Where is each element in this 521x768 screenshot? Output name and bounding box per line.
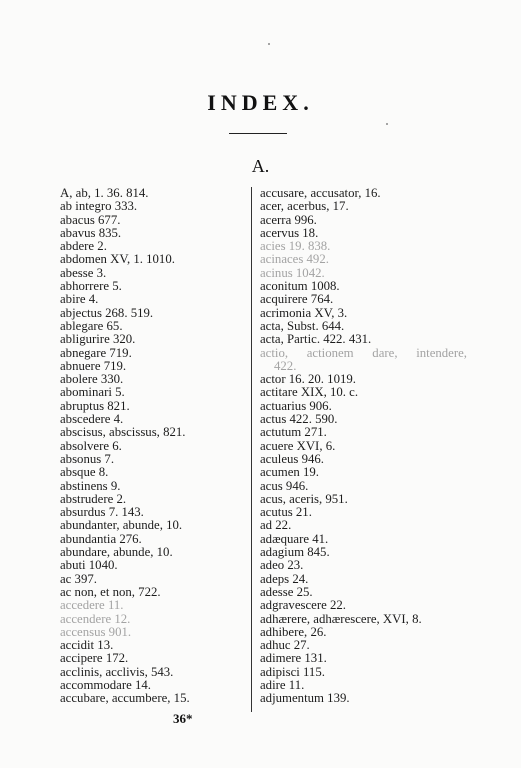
- index-entry: adesse 25.: [260, 584, 313, 599]
- index-entry: abligurire 320.: [60, 332, 136, 347]
- index-entry: abruptus 821.: [60, 398, 130, 413]
- index-entry: adhærere, adhærescere, XVI, 8.: [260, 611, 422, 626]
- index-entry: acer, acerbus, 17.: [260, 199, 349, 214]
- index-entry: abundanter, abunde, 10.: [60, 518, 183, 533]
- index-entry: abhorrere 5.: [60, 279, 122, 294]
- index-entry: abundantia 276.: [60, 531, 142, 546]
- index-entry: acumen 19.: [260, 465, 319, 480]
- index-entry: abesse 3.: [60, 265, 107, 280]
- index-entry: abire 4.: [60, 292, 99, 307]
- index-entry: abundare, abunde, 10.: [60, 545, 173, 560]
- index-entry: acinus 1042.: [260, 265, 325, 280]
- speck: [386, 123, 388, 125]
- index-entry: adjumentum 139.: [260, 691, 350, 706]
- index-entry: aconitum 1008.: [260, 279, 340, 294]
- index-entry: abominari 5.: [60, 385, 125, 400]
- index-entry: accubare, accumbere, 15.: [60, 691, 190, 706]
- index-entry: acquirere 764.: [260, 292, 334, 307]
- index-entry: absque 8.: [60, 465, 109, 480]
- index-entry: actuarius 906.: [260, 398, 332, 413]
- index-entry: acinaces 492.: [260, 252, 329, 267]
- section-letter: A.: [251, 156, 270, 176]
- index-entry: actus 422. 590.: [260, 412, 338, 427]
- index-entry: actor 16. 20. 1019.: [260, 372, 356, 387]
- index-entry: abdomen XV, 1. 1010.: [60, 252, 175, 267]
- index-entry: absolvere 6.: [60, 438, 122, 453]
- index-entry: abavus 835.: [60, 225, 122, 240]
- index-entry: aculeus 946.: [260, 451, 324, 466]
- index-entry: A, ab, 1. 36. 814.: [60, 186, 149, 200]
- index-entry: accensus 901.: [60, 624, 132, 639]
- index-entry: ac non, et non, 722.: [60, 584, 161, 599]
- index-entry: adhibere, 26.: [260, 624, 327, 639]
- index-entry: ad 22.: [260, 518, 292, 533]
- title-rule: [229, 133, 287, 134]
- index-entry: adeps 24.: [260, 571, 309, 586]
- index-entry: acutus 21.: [260, 505, 312, 520]
- index-entry: accusare, accusator, 16.: [260, 186, 381, 200]
- index-entry: ab integro 333.: [60, 199, 138, 214]
- index-entry: accipere 172.: [60, 651, 129, 666]
- index-entry: abolere 330.: [60, 372, 124, 387]
- index-entry: acta, Subst. 644.: [260, 318, 345, 333]
- index-entry: abnegare 719.: [60, 345, 132, 360]
- index-entry: absonus 7.: [60, 451, 115, 466]
- index-entry-text: actio, actionem dare, intendere,: [260, 345, 467, 360]
- index-entry: accedere 11.: [60, 598, 124, 613]
- index-entry: [260, 347, 470, 374]
- index-entry: acus 946.: [260, 478, 309, 493]
- index-entry: abnuere 719.: [60, 358, 127, 373]
- index-entry: accendere 12.: [60, 611, 131, 626]
- index-entry: acrimonia XV, 3.: [260, 305, 348, 320]
- index-entry: adgravescere 22.: [260, 598, 346, 613]
- index-entry: accidit 13.: [60, 638, 114, 653]
- index-entry: absurdus 7. 143.: [60, 505, 144, 520]
- index-entry: acta, Partic. 422. 431.: [260, 332, 372, 347]
- index-entry: adipisci 115.: [260, 664, 325, 679]
- index-entry: abstinens 9.: [60, 478, 121, 493]
- index-entry: acies 19. 838.: [260, 239, 331, 254]
- index-entry: abacus 677.: [60, 212, 121, 227]
- index-entry: adæquare 41.: [260, 531, 329, 546]
- index-entry: adagium 845.: [260, 545, 330, 560]
- index-entry: ablegare 65.: [60, 318, 123, 333]
- index-entry: adhuc 27.: [260, 638, 310, 653]
- index-entry: acclinis, acclivis, 543.: [60, 664, 174, 679]
- index-entry: adimere 131.: [260, 651, 327, 666]
- index-entry: acus, aceris, 951.: [260, 491, 348, 506]
- left-index-column: [60, 187, 246, 706]
- index-entry: abuti 1040.: [60, 558, 118, 573]
- index-entry-continuation: 422.: [274, 358, 297, 373]
- index-entry: abdere 2.: [60, 239, 107, 254]
- index-entry: adire 11.: [260, 677, 305, 692]
- index-entry: abscedere 4.: [60, 412, 124, 427]
- column-divider: [251, 187, 252, 712]
- index-entry: acuere XVI, 6.: [260, 438, 336, 453]
- index-entry: adeo 23.: [260, 558, 304, 573]
- index-entry: ac 397.: [60, 571, 97, 586]
- index-entry: abstrudere 2.: [60, 491, 127, 506]
- right-index-column: [260, 187, 470, 706]
- index-entry: actutum 271.: [260, 425, 327, 440]
- page-number: 36*: [173, 711, 193, 726]
- index-entry: abjectus 268. 519.: [60, 305, 154, 320]
- speck: [268, 43, 270, 45]
- index-entry: actitare XIX, 10. c.: [260, 385, 359, 400]
- page-title: INDEX.: [207, 90, 314, 115]
- index-entry: accommodare 14.: [60, 677, 151, 692]
- index-entry: acerra 996.: [260, 212, 317, 227]
- index-entry: abscisus, abscissus, 821.: [60, 425, 186, 440]
- index-entry: acervus 18.: [260, 225, 319, 240]
